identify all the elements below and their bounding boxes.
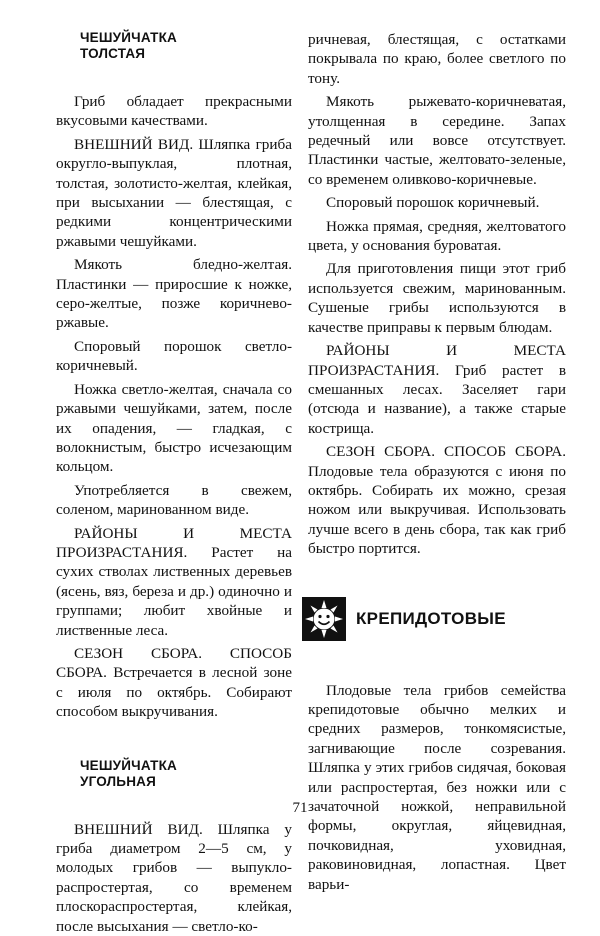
paragraph: Мякоть рыжевато-коричневатая, утолщенная в середине. Запах редечный или вовсе отсутствует. Пластинки частые, желтовато-зеленые, со временем оливково-коричневые. [308, 93, 566, 188]
family-heading [308, 597, 566, 649]
paragraph: РАЙОНЫ И МЕСТА ПРОИЗРАСТАНИЯ. Растет на сухих стволах лиственных деревьев (ясень, вяз, береза и др.) одиночно и группами; любит хвойные и лиственные леса. [56, 524, 292, 639]
page-number: 71 [292, 800, 308, 816]
section-title-line: ЧЕШУЙЧАТКА [80, 30, 177, 45]
paragraph: ВНЕШНИЙ ВИД. Шляпка у гриба диаметром 2—5 см, у молодых грибов — выпукло-распростертая, со временем плоскораспростертая, клейкая, после высыхания — светло-ко- [56, 820, 292, 935]
paragraph: Споровый порошок светло-коричневый. [56, 337, 292, 375]
section-title-line: ТОЛСТАЯ [80, 46, 146, 61]
paragraph: ВНЕШНИЙ ВИД. Шляпка гриба округло-выпуклая, плотная, толстая, золотисто-желтая, клейкая, при высыхании — блестящая, с редкими концентрическими ржавыми чешуйками. [56, 135, 292, 250]
paragraph: СЕЗОН СБОРА. СПОСОБ СБОРА. Плодовые тела образуются с июня по октябрь. Собирать их можно, срезая ножом или выкручивая. Использовать лучше всего в день сбора, так как гриб быстро портится. [308, 443, 566, 558]
paragraph: Плодовые тела грибов семейства крепидотовые обычно мелких и средних размеров, тонкомясистые, загнивающие после созревания. Шляпка у этих грибов сидячая, боковая или распростертая, без ножки или с зачаточной ножкой, неправильной формы, округлая, яйцевидная, почковидная, уховидная, раковиновидная, лопастная. Цвет варьи- [308, 681, 566, 893]
paragraph: Мякоть бледно-желтая. Пластинки — приросшие к ножке, серо-желтые, позже коричнево-ржавые. [56, 256, 292, 332]
paragraph: Гриб обладает прекрасными вкусовыми качествами. [56, 93, 292, 130]
paragraph: Ножка прямая, средняя, желтоватого цвета, у основания буроватая. [308, 217, 566, 255]
sun-face-icon [302, 597, 346, 641]
section-title-cheshuychatka-ugolnaya [80, 758, 292, 790]
family-title: КРЕПИДОТОВЫЕ [356, 608, 506, 628]
paragraph: СЕЗОН СБОРА. СПОСОБ СБОРА. Встречается в лесной зоне с июля по октябрь. Собирают способом выкручивания. [56, 644, 292, 721]
paragraph: Споровый порошок коричневый. [326, 194, 540, 212]
section-title-line: ЧЕШУЙЧАТКА [80, 757, 177, 773]
paragraph: Ножка светло-желтая, сначала со ржавыми чешуйками, затем, после их опадения, — гладкая, с волокнистым, быстро исчезающим кольцом. [56, 380, 292, 476]
paragraph-continuation: ричневая, блестящая, с остатками покрывала по краю, более светлого по тону. [308, 31, 566, 87]
right-column [308, 30, 566, 894]
paragraph: Употребляется в свежем, соленом, маринованном виде. [56, 481, 292, 519]
paragraph: Для приготовления пищи этот гриб используется свежим, маринованным. Сушеные грибы используются в качестве приправы к первым блюдам. [308, 260, 566, 336]
paragraph: РАЙОНЫ И МЕСТА ПРОИЗРАСТАНИЯ. Гриб растет в смешанных лесах. Заселяет гари (отсюда и название), а также старые кострища. [308, 342, 566, 437]
section-title-line: УГОЛЬНАЯ [80, 773, 157, 789]
section-title-cheshuychatka-tolstaya [80, 30, 292, 62]
